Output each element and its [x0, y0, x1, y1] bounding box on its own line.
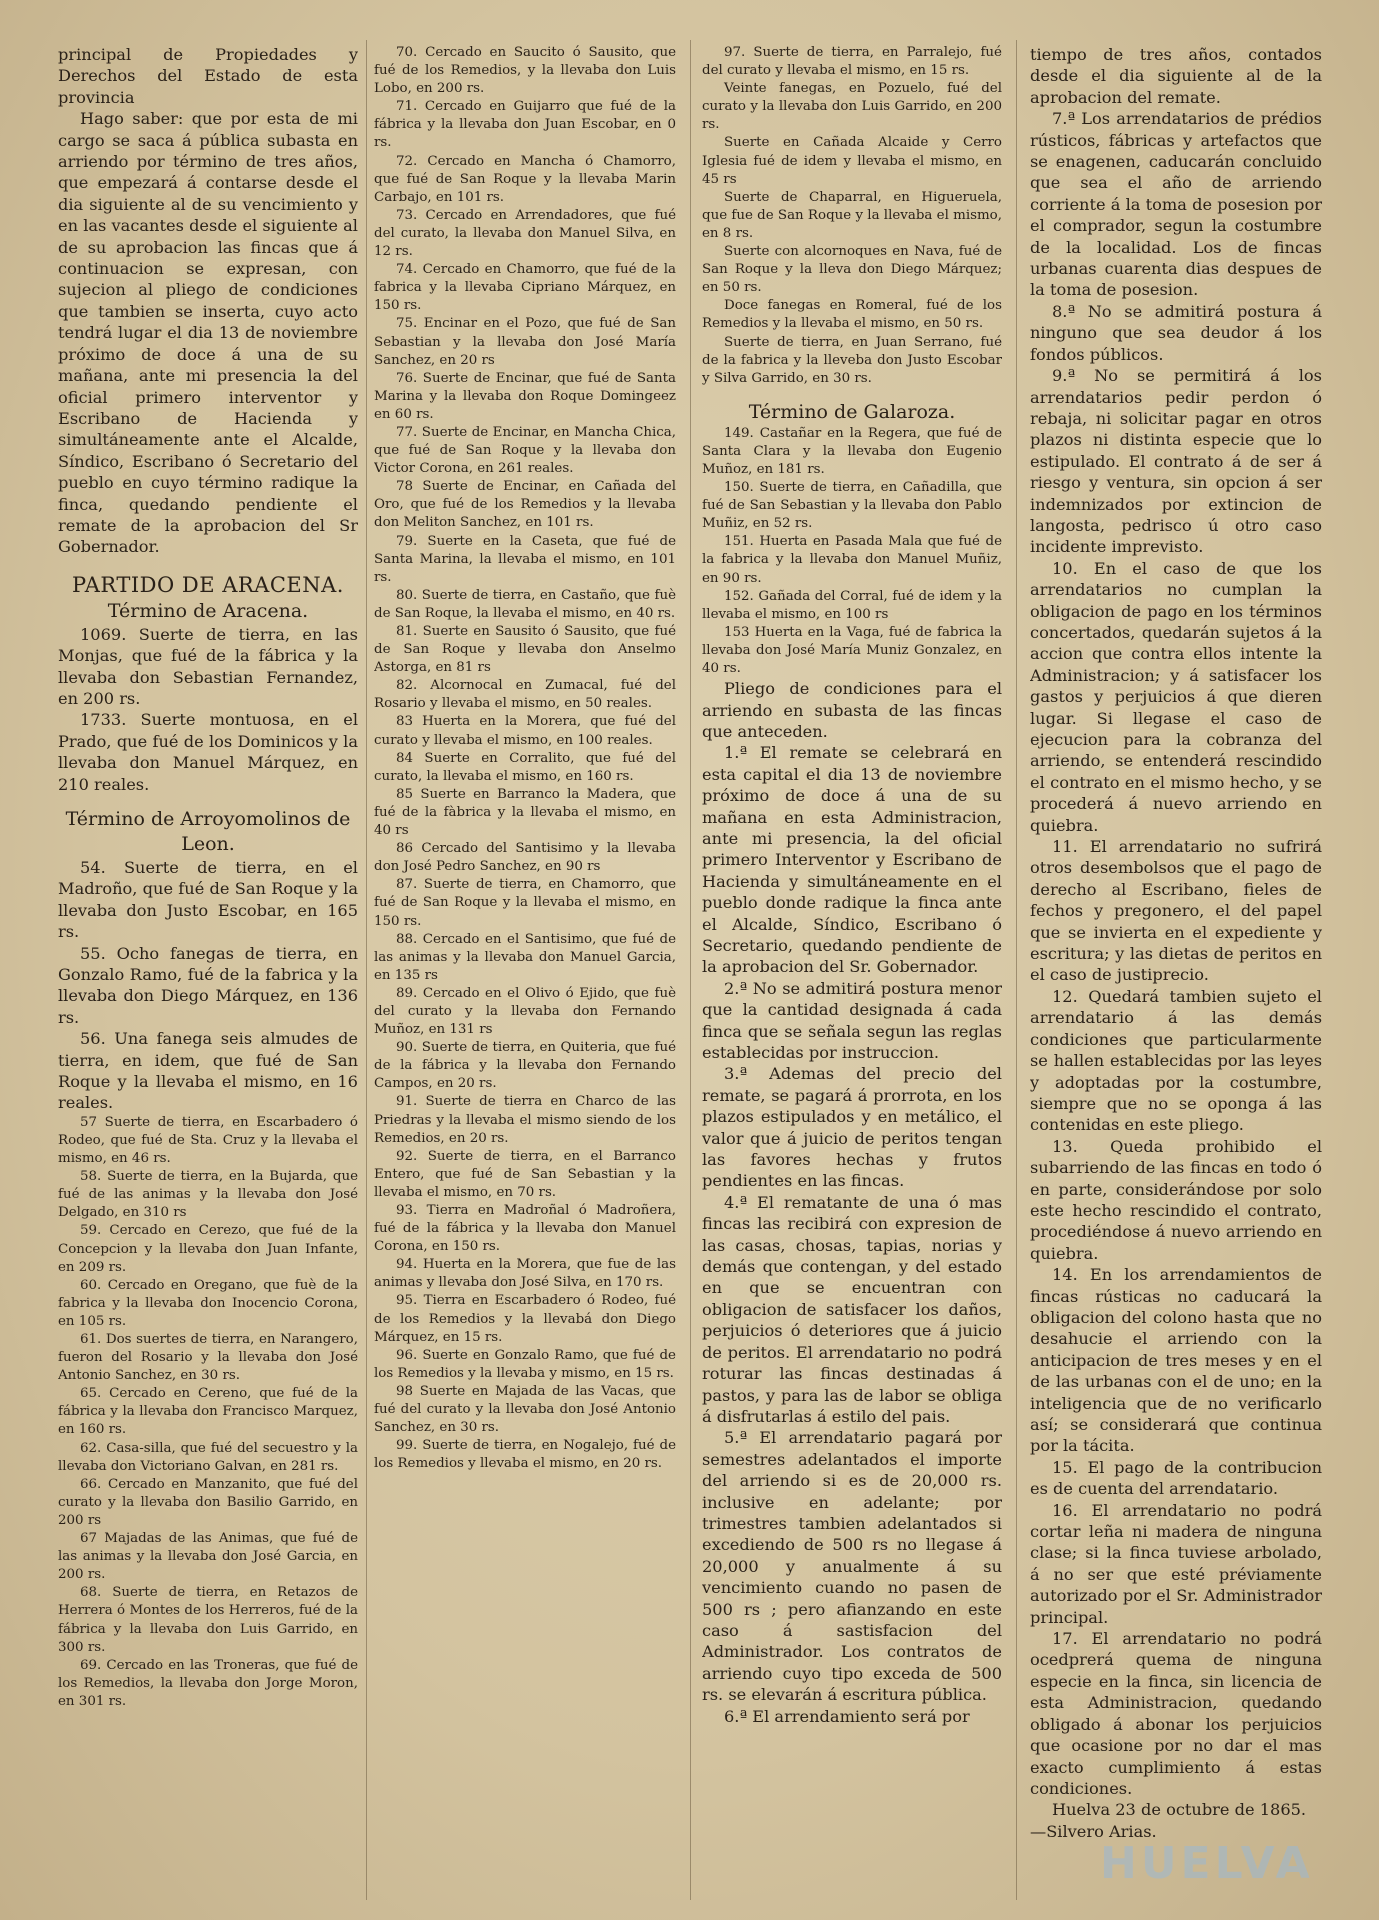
listing-item: 80. Suerte de tierra, en Castaño, que fuè de San Roque, la llevaba el mismo, en 40 rs. — [374, 587, 676, 621]
listing-item: 150. Suerte de tierra, en Cañadilla, que fué de San Sebastian y la llevaba don Pablo Muñiz, en 52 rs. — [702, 480, 1002, 532]
listing-item: 81. Suerte en Sausito ó Sausito, que fué de San Roque y llevaba don Anselmo Astorga, en 81 rs — [374, 624, 676, 676]
listing-item: 77. Suerte de Encinar, en Mancha Chica, que fué de San Roque y la llevaba don Victor Corona, en 261 reales. — [374, 424, 676, 477]
listing-item: 58. Suerte de tierra, en la Bujarda, que fué de las animas y la llevaba don José Delgado, en 310 rs — [58, 1169, 358, 1221]
listing-item: 57 Suerte de tierra, en Escarbadero ó Rodeo, que fué de Sta. Cruz y la llevaba el mismo, en 46 rs. — [58, 1114, 358, 1167]
listing-item: 70. Cercado en Saucito ó Sausito, que fué de los Remedios, y la llevaba don Luis Lobo, en 200 rs. — [374, 45, 676, 97]
condition-item: 1.ª El remate se celebrará en esta capital el dia 13 de noviembre próximo de doce á una de su mañana en esta Administracion, ante mi presencia, la del oficial primero Interventor y Escribano de Hacienda y simultáneamente en el pueblo donde radique la finca ante el Alcalde, Síndico, Escribano ó Secretario, quedando pendiente de la aprobacion del Sr. Gobernador. — [702, 743, 1002, 977]
listing-item: 95. Tierra en Escarbadero ó Rodeo, fué de los Remedios y la llevabá don Diego Márquez, en 15 rs. — [374, 1293, 676, 1345]
column-3 — [702, 44, 1002, 1904]
listing-item: 94. Huerta en la Morera, que fue de las animas y llevaba don José Silva, en 170 rs. — [374, 1257, 676, 1291]
listing-item: 149. Castañar en la Regera, que fué de Santa Clara y la llevaba don Eugenio Muñoz, en 181 rs. — [702, 425, 1002, 477]
intro-text: principal de Propiedades y Derechos del Estado de esta provincia — [58, 45, 358, 107]
listing-item: 86 Cercado del Santisimo y la llevaba don José Pedro Sanchez, en 90 rs — [374, 841, 676, 875]
condition-item: 10. En el caso de que los arrendatarios no cumplan la obligacion de pago en los términos concertados, quedarán sujetos á la accion que contra ellos intente la Administracion; y á satisfacer los gastos y perjuicios á que dieren lugar. Si llegase el caso de ejecucion para la cobranza del arriendo, se entenderá rescindido el contrato en el mismo hecho, y se procederá á nuevo arriendo en quiebra. — [1030, 558, 1322, 835]
listing-item: 93. Tierra en Madroñal ó Madroñera, fué de la fábrica y la llevaba don Manuel Corona, en 150 rs. — [374, 1203, 676, 1255]
listing-item: 90. Suerte de tierra, en Quiteria, que fué de la fábrica y la llevaba don Fernando Campos, en 20 rs. — [374, 1040, 676, 1092]
listing-item: 151. Huerta en Pasada Mala que fué de la fabrica y la llevaba don Manuel Muñiz, en 90 rs. — [702, 534, 1002, 586]
listing-item: Suerte de tierra, en Juan Serrano, fué de la fabrica y la lleveba don Justo Escobar y Silva Garrido, en 30 rs. — [702, 334, 1002, 386]
termino-heading: Término de Galaroza. — [748, 400, 956, 423]
condition-continuation: tiempo de tres años, contados desde el dia siguiente al de la aprobacion del remate. — [1030, 45, 1322, 107]
condition-item: 2.ª No se admitirá postura menor que la cantidad designada á cada finca que se señala segun las reglas establecidas por instruccion. — [702, 978, 1002, 1062]
condition-item: 6.ª El arrendamiento será por — [724, 1706, 970, 1726]
listing-item: 79. Suerte en la Caseta, que fué de Santa Marina, la llevaba el mismo, en 101 rs. — [374, 533, 676, 585]
listing-item: 59. Cercado en Cerezo, que fué de la Concepcion y la llevaba don Juan Infante, en 209 rs. — [58, 1223, 358, 1275]
listing-item: 89. Cercado en el Olivo ó Ejido, que fuè del curato y la llevaba don Fernando Muñoz, en 131 rs — [374, 985, 676, 1038]
date-line: Huelva 23 de octubre de 1865. — [1052, 1800, 1307, 1820]
listing-item: 1069. Suerte de tierra, en las Monjas, que fué de la fábrica y la llevaba don Sebastian Fernandez, en 200 rs. — [58, 624, 358, 708]
listing-item: Suerte de Chaparral, en Higueruela, que fue de San Roque y la llevaba el mismo, en 8 rs. — [702, 189, 1002, 241]
listing-item: 92. Suerte de tierra, en el Barranco Entero, que fué de San Sebastian y la llevaba el mismo, en 70 rs. — [374, 1148, 676, 1200]
listing-item: 61. Dos suertes de tierra, en Narangero, fueron del Rosario y la llevaba don José Antonio Sanchez, en 30 rs. — [58, 1332, 358, 1384]
listing-item: 66. Cercado en Manzanito, que fué del curato y la llevaba don Basilio Garrido, en 200 rs — [58, 1476, 358, 1528]
listing-item: Suerte en Cañada Alcaide y Cerro Iglesia fué de idem y llevaba el mismo, en 45 rs — [702, 135, 1002, 187]
condition-item: 8.ª No se admitirá postura á ninguno que sea deudor á los fondos públicos. — [1030, 301, 1322, 364]
condition-item: 16. El arrendatario no podrá cortar leña ni madera de ninguna clase; si la finca tuviese arbolado, á no ser que esté préviamente autorizado por el Sr. Administrador principal. — [1030, 1500, 1322, 1627]
listing-item: 73. Cercado en Arrendadores, que fué del curato, la llevaba don Manuel Silva, en 12 rs. — [374, 207, 676, 260]
listing-item: 72. Cercado en Mancha ó Chamorro, que fué de San Roque y la llevaba Marin Carbajo, en 101 rs. — [374, 153, 676, 205]
listing-item: 153 Huerta en la Vaga, fué de fabrica la llevaba don José María Muniz Gonzalez, en 40 rs. — [702, 624, 1002, 676]
listing-item: 65. Cercado en Cereno, que fué de la fábrica y la llevaba don Francisco Marquez, en 160 rs. — [58, 1386, 358, 1438]
listing-item: 62. Casa-silla, que fué del secuestro y la llevaba don Victoriano Galvan, en 281 rs. — [58, 1440, 358, 1474]
condition-item: 13. Queda prohibido el subarriendo de las fincas en todo ó en parte, considerándose por solo este hecho rescindido el contrato, procediéndose á nuevo arriendo en quiebra. — [1030, 1136, 1322, 1263]
listing-item: 1733. Suerte montuosa, en el Prado, que fué de los Dominicos y la llevaba don Manuel Márquez, en 210 reales. — [58, 710, 358, 794]
listing-item: 87. Suerte de tierra, en Chamorro, que fué de San Roque y la llevaba el mismo, en 150 rs. — [374, 877, 676, 929]
listing-item: 74. Cercado en Chamorro, que fué de la fabrica y la llevaba Cipriano Márquez, en 150 rs. — [374, 262, 676, 314]
listing-item: 83 Huerta en la Morera, que fué del curato y llevaba el mismo, en 100 reales. — [374, 714, 676, 748]
condition-item: 9.ª No se permitirá á los arrendatarios pedir perdon ó rebaja, ni solicitar pagar en otros plazos ni distinta especie que lo estipulado. El contrato á de ser á riesgo y ventura, sin opcion á ser indemnizados por extincion de langosta, pedrisco ú otro caso incidente imprevisto. — [1030, 366, 1322, 557]
condition-item: 17. El arrendatario no podrá ocedprerá quema de ninguna especie en la finca, sin licencia de esta Administracion, quedando obligado á abonar los perjuicios que ocasione por no dar el mas exacto cumplimiento á estas condiciones. — [1030, 1629, 1322, 1798]
column-1 — [58, 44, 358, 1904]
listing-item: 54. Suerte de tierra, en el Madroño, que fué de San Roque y la llevaba don Justo Escobar, en 165 rs. — [58, 858, 358, 942]
partido-heading: PARTIDO DE ARACENA. — [72, 572, 344, 597]
listing-item: 56. Una fanega seis almudes de tierra, en idem, que fué de San Roque y la llevaba el mismo, en 16 reales. — [58, 1029, 358, 1113]
listing-item: 67 Majadas de las Animas, que fué de las animas y la llevaba don José Garcia, en 200 rs. — [58, 1531, 358, 1583]
column-rule — [366, 40, 367, 1900]
listing-item: 96. Suerte en Gonzalo Ramo, que fué de los Remedios y la llevaba y mismo, en 15 rs. — [374, 1347, 676, 1381]
listing-item: 75. Encinar en el Pozo, que fué de San Sebastian y la llevaba don José María Sanchez, en 20 rs — [374, 316, 676, 368]
listing-item: 85 Suerte en Barranco la Madera, que fué de la fàbrica y la llevaba el mismo, en 40 rs — [374, 786, 676, 839]
termino-heading: Término de Aracena. — [107, 599, 309, 622]
listing-item: 55. Ocho fanegas de tierra, en Gonzalo Ramo, fué de la fabrica y la llevaba don Diego Márquez, en 136 rs. — [58, 943, 358, 1027]
listing-item: 78 Suerte de Encinar, en Cañada del Oro, que fué de los Remedios y la llevaba don Meliton Sanchez, en 101 rs. — [374, 479, 676, 531]
condition-item: 11. El arrendatario no sufrirá otros desembolsos que el pago de derecho al Escribano, fieles de fechos y pregonero, el del papel que se invierta en el expediente y escritura; y las dietas de peritos en el caso de justiprecio. — [1030, 837, 1322, 985]
notice-text: Hago saber: que por esta de mi cargo se saca á pública subasta en arriendo por término de tres años, que empezará á contarse desde el dia siguiente al de su vencimiento y en las vacantes desde el siguiente al de su aprobacion las fincas que á continuacion se expresan, con sujecion al pliego de condiciones que tambien se inserta, cuyo acto tendrá lugar el dia 13 de noviembre próximo de doce á una de su mañana, ante mi presencia la del oficial primero interventor y Escribano de Hacienda y simultáneamente ante el Alcalde, Síndico, Escribano ó Secretario del pueblo en cuyo término radique la finca, quedando pendiente el remate de la aprobacion del Sr Gobernador. — [58, 109, 358, 557]
listing-item: Suerte con alcornoques en Nava, fué de San Roque y la lleva don Diego Márquez; en 50 rs. — [702, 244, 1002, 296]
listing-item: 97. Suerte de tierra, en Parralejo, fué del curato y llevaba el mismo, en 15 rs. — [702, 45, 1002, 79]
listing-item: Doce fanegas en Romeral, fué de los Remedios y la llevaba el mismo, en 50 rs. — [702, 298, 1002, 332]
archive-watermark: HUELVA — [1100, 1838, 1314, 1889]
column-rule — [1016, 40, 1017, 1900]
listing-item: 98 Suerte en Majada de las Vacas, que fué del curato y la llevaba don José Antonio Sanchez, en 30 rs. — [374, 1383, 676, 1436]
condition-item: 14. En los arrendamientos de fincas rústicas no caducará la obligacion del colono hasta que no desahucie el arriendo con la anticipacion de tres meses y en el de las urbanas con el de uno; en la inteligencia que de no verificarlo así; se considerará que continua por la tácita. — [1030, 1265, 1322, 1456]
condition-item: 15. El pago de la contribucion es de cuenta del arrendatario. — [1030, 1457, 1322, 1499]
listing-item: 99. Suerte de tierra, en Nogalejo, fué de los Remedios y llevaba el mismo, en 20 rs. — [374, 1438, 676, 1472]
listing-item: 69. Cercado en las Troneras, que fué de los Remedios, la llevaba don Jorge Moron, en 301 rs. — [58, 1657, 358, 1709]
column-rule — [690, 40, 691, 1900]
column-4 — [1030, 44, 1322, 1904]
condition-item: 4.ª El rematante de una ó mas fincas las recibirá con expresion de las casas, chosas, tapias, norias y demás que contengan, y del estado en que se encuentran con obligacion de satisfacer los daños, perjuicios ó deteriores que á juicio de peritos. El arrendatario no podrá roturar las fincas destinadas á pastos, y para las de labor se obliga á disfrutarlas á estilo del pais. — [702, 1192, 1002, 1426]
termino-heading: Término de Arroyomolinos de Leon. — [65, 808, 351, 855]
listing-item: 68. Suerte de tierra, en Retazos de Herrera ó Montes de los Herreros, fué de la fábrica y la llevaba don Luis Garrido, en 300 rs. — [58, 1585, 358, 1655]
listing-item: 76. Suerte de Encinar, que fué de Santa Marina y la llevaba don Roque Domingeez en 60 rs. — [374, 370, 676, 422]
pliego-title: Pliego de condiciones para el arriendo en subasta de las fincas que anteceden. — [702, 679, 1002, 741]
condition-item: 7.ª Los arrendatarios de prédios rústicos, fábricas y artefactos que se enagenen, caducarán concluido que sea el año de arriendo corriente á la toma de posesion por el comprador, segun la costumbre de la localidad. Los de fincas urbanas cuarenta dias despues de la toma de posesion. — [1030, 109, 1322, 300]
listing-item: Veinte fanegas, en Pozuelo, fué del curato y la llevaba don Luis Garrido, en 200 rs. — [702, 81, 1002, 133]
listing-item: 60. Cercado en Oregano, que fuè de la fabrica y la llevaba don Inocencio Corona, en 105 rs. — [58, 1277, 358, 1329]
listing-item: 84 Suerte en Corralito, que fué del curato, la llevaba el mismo, en 160 rs. — [374, 750, 676, 784]
listing-item: 82. Alcornocal en Zumacal, fué del Rosario y llevaba el mismo, en 50 reales. — [374, 678, 676, 712]
condition-item: 5.ª El arrendatario pagará por semestres adelantados el importe del arriendo si es de 20,000 rs. inclusive en adelante; por trimestres tambien adelantados si excediendo de 500 rs no llegase á 20,000 y anualmente á su vencimiento cuando no pasen de 500 rs ; pero afianzando en este caso á sastisfacion del Administrador. Los contratos de arriendo cuyo tipo exceda de 500 rs. se elevarán á escritura pública. — [702, 1428, 1002, 1705]
condition-item: 12. Quedará tambien sujeto el arrendatario á las demás condiciones que particularmente se hallen establecidas por las leyes y adoptadas por la costumbre, siempre que no se oponga á las contenidas en este pliego. — [1030, 986, 1322, 1135]
listing-item: 71. Cercado en Guijarro que fué de la fábrica y la llevaba don Juan Escobar, en 0 rs. — [374, 99, 676, 151]
signature: —Silvero Arias. — [1030, 1821, 1157, 1841]
condition-item: 3.ª Ademas del precio del remate, se pagará á prorrota, en los plazos estipulados y en metálico, el valor que á juicio de peritos tengan las favores hechas y frutos pendientes en las fincas. — [702, 1064, 1002, 1191]
listing-item: 88. Cercado en el Santisimo, que fué de las animas y la llevaba don Manuel Garcia, en 135 rs — [374, 931, 676, 983]
listing-item: 91. Suerte de tierra en Charco de las Priedras y la llevaba el mismo siendo de los Remedios, en 20 rs. — [374, 1094, 676, 1146]
listing-item: 152. Gañada del Corral, fué de idem y la llevaba el mismo, en 100 rs — [702, 588, 1002, 622]
column-2 — [374, 44, 676, 1904]
